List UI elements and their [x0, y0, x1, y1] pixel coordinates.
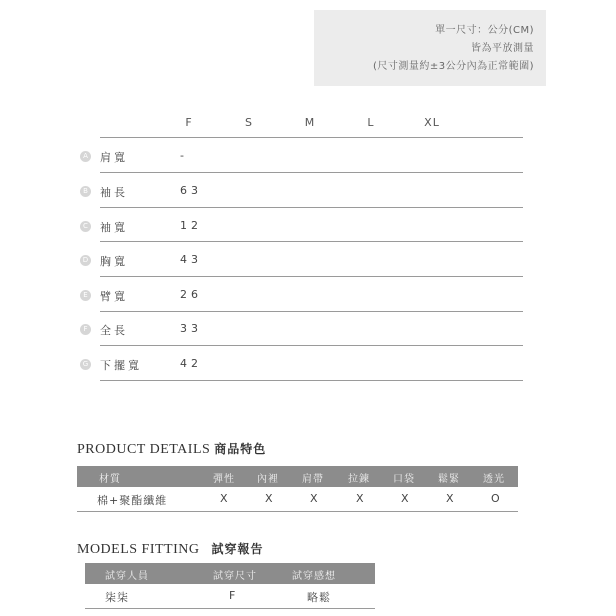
header-fit-feedback: 試穿感想 — [292, 571, 336, 582]
models-fitting-title-zh: 試穿報告 — [211, 542, 264, 556]
product-details-title — [77, 440, 266, 458]
header-pocket: 口袋 — [393, 474, 415, 485]
models-fitting-values — [85, 585, 375, 603]
size-header-s: S — [245, 116, 253, 129]
row-label: 臂寬 — [100, 290, 128, 303]
size-row-sleeve-length — [0, 183, 616, 201]
row-value-f: 42 — [180, 357, 202, 370]
note-line-flat: 皆為平放測量 — [471, 43, 534, 54]
value-strap: X — [310, 492, 319, 505]
models-fitting-title-en: MODELS FITTING — [77, 542, 200, 557]
value-model: 柒柒 — [105, 591, 129, 604]
models-fitting-header-bar — [85, 563, 375, 584]
size-header-m: M — [304, 116, 316, 129]
header-elasticity: 彈性 — [213, 474, 235, 485]
marker-badge: D — [80, 255, 91, 266]
row-value-f: - — [180, 149, 188, 162]
marker-badge: C — [80, 221, 91, 232]
measurement-note — [314, 10, 546, 86]
value-lining: X — [265, 492, 274, 505]
value-pocket: X — [401, 492, 410, 505]
models-fitting-title — [77, 540, 264, 558]
marker-badge: E — [80, 290, 91, 301]
size-row-sleeve-width — [0, 218, 616, 236]
value-zipper: X — [356, 492, 365, 505]
row-value-f: 26 — [180, 288, 202, 301]
header-model: 試穿人員 — [105, 571, 149, 582]
row-divider — [100, 241, 523, 242]
row-divider — [100, 207, 523, 208]
size-chart-rule — [100, 137, 523, 138]
row-value-f: 63 — [180, 184, 202, 197]
row-label: 胸寬 — [100, 255, 128, 268]
marker-badge: A — [80, 151, 91, 162]
size-header-xl: XL — [424, 116, 440, 129]
value-material: 棉+聚酯纖維 — [97, 494, 168, 507]
size-row-hem — [0, 356, 616, 374]
value-fit-feedback: 略鬆 — [307, 591, 331, 604]
row-value-f: 43 — [180, 253, 202, 266]
row-label: 袖寬 — [100, 221, 128, 234]
row-divider — [100, 380, 523, 381]
size-header-f: F — [185, 116, 193, 129]
row-label: 全長 — [100, 324, 128, 337]
header-fit-size: 試穿尺寸 — [213, 571, 257, 582]
size-row-shoulder — [0, 148, 616, 166]
row-divider — [100, 345, 523, 346]
size-row-chest — [0, 252, 616, 270]
value-fit-size: F — [229, 589, 237, 602]
row-label: 肩寬 — [100, 151, 128, 164]
models-fitting-divider — [85, 608, 375, 609]
product-details-title-zh: 商品特色 — [214, 442, 267, 456]
row-value-f: 12 — [180, 219, 202, 232]
header-sheer: 透光 — [483, 474, 505, 485]
header-lining: 內裡 — [257, 474, 279, 485]
size-row-length — [0, 321, 616, 339]
product-details-header-bar — [77, 466, 518, 487]
row-divider — [100, 276, 523, 277]
row-divider — [100, 311, 523, 312]
product-details-divider — [77, 511, 518, 512]
note-line-unit: 單一尺寸：公分(CM) — [435, 25, 534, 36]
header-stretch: 鬆緊 — [438, 474, 460, 485]
header-strap: 肩帶 — [302, 474, 324, 485]
marker-badge: B — [80, 186, 91, 197]
header-zipper: 拉鍊 — [348, 474, 370, 485]
marker-badge: F — [80, 324, 91, 335]
size-row-arm — [0, 287, 616, 305]
value-elasticity: X — [220, 492, 229, 505]
product-details-title-en: PRODUCT DETAILS — [77, 442, 211, 457]
row-value-f: 33 — [180, 322, 202, 335]
value-stretch: X — [446, 492, 455, 505]
size-chart-header — [0, 116, 616, 132]
row-label: 下擺寬 — [100, 359, 142, 372]
product-details-values — [77, 488, 518, 506]
note-line-tolerance: (尺寸測量約±3公分內為正常範圍) — [372, 61, 534, 72]
value-sheer: O — [491, 492, 501, 505]
marker-badge: G — [80, 359, 91, 370]
header-material: 材質 — [99, 474, 121, 485]
size-header-l: L — [367, 116, 375, 129]
row-label: 袖長 — [100, 186, 128, 199]
row-divider — [100, 172, 523, 173]
